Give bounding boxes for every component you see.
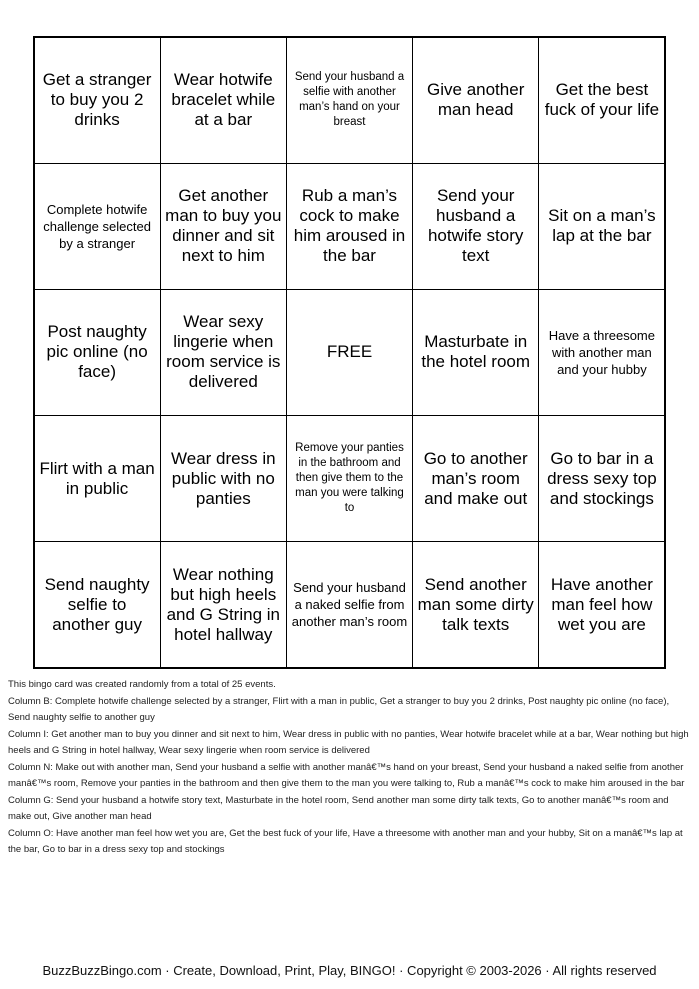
bingo-cell: Flirt with a man in public	[34, 415, 161, 542]
bingo-cell: Post naughty pic online (no face)	[34, 289, 161, 416]
column-note: Column G: Send your husband a hotwife story text, Masturbate in the hotel room, Send another man some dirty talk texts, Go to another manâ€™s room and make out, Give another man head	[8, 794, 669, 822]
footer: BuzzBuzzBingo.com · Create, Download, Print, Play, BINGO! · Copyright © 2003-2026 · All rights reserved	[42, 963, 657, 978]
bingo-cell: Send naughty selfie to another guy	[34, 541, 161, 668]
bingo-cell: Masturbate in the hotel room	[412, 289, 539, 416]
bingo-cell: Wear sexy lingerie when room service is delivered	[160, 289, 287, 416]
bingo-cell: Have a threesome with another man and your hubby	[538, 289, 665, 416]
bingo-cell: Go to another man’s room and make out	[412, 415, 539, 542]
free-space: FREE	[286, 289, 413, 416]
bingo-cell: Send your husband a selfie with another man’s hand on your breast	[286, 37, 413, 164]
bingo-cell: Get the best fuck of your life	[538, 37, 665, 164]
bingo-cell: Get another man to buy you dinner and sit next to him	[160, 163, 287, 290]
column-note: Column I: Get another man to buy you dinner and sit next to him, Wear dress in public with no panties, Wear hotwife bracelet while at a bar, Wear nothing but high heels and G String in hotel hallway, Wear sexy lingerie when room service is delivered	[8, 728, 689, 756]
bingo-cell: Rub a man’s cock to make him aroused in the bar	[286, 163, 413, 290]
column-note: Column O: Have another man feel how wet you are, Get the best fuck of your life, Have a threesome with another man and your hubby, Sit on a manâ€™s lap at the bar, Go to bar in a dress sexy top and stockings	[8, 827, 683, 855]
card-notes	[8, 677, 693, 859]
bingo-cell: Wear nothing but high heels and G String in hotel hallway	[160, 541, 287, 668]
bingo-cell: Send your husband a naked selfie from another man’s room	[286, 541, 413, 668]
bingo-cell: Complete hotwife challenge selected by a stranger	[34, 163, 161, 290]
bingo-cell: Remove your panties in the bathroom and then give them to the man you were talking to	[286, 415, 413, 542]
bingo-grid	[33, 36, 666, 669]
bingo-cell: Get a stranger to buy you 2 drinks	[34, 37, 161, 164]
column-note: Column B: Complete hotwife challenge selected by a stranger, Flirt with a man in public, Get a stranger to buy you 2 drinks, Post naughty pic online (no face), Send naughty selfie to another guy	[8, 695, 670, 723]
column-note: Column N: Make out with another man, Send your husband a selfie with another manâ€™s hand on your breast, Send your husband a naked selfie from another manâ€™s room, Remove your panties in the bathroom and then give them to the man you were talking to, Rub a manâ€™s cock to make him aroused in the bar	[8, 761, 685, 789]
bingo-cell: Go to bar in a dress sexy top and stockings	[538, 415, 665, 542]
bingo-cell: Wear dress in public with no panties	[160, 415, 287, 542]
bingo-cell: Wear hotwife bracelet while at a bar	[160, 37, 287, 164]
bingo-cell: Give another man head	[412, 37, 539, 164]
bingo-cell: Sit on a man’s lap at the bar	[538, 163, 665, 290]
bingo-cell: Send your husband a hotwife story text	[412, 163, 539, 290]
notes-intro: This bingo card was created randomly from a total of 25 events.	[8, 679, 276, 690]
bingo-cell: Have another man feel how wet you are	[538, 541, 665, 668]
bingo-cell: Send another man some dirty talk texts	[412, 541, 539, 668]
